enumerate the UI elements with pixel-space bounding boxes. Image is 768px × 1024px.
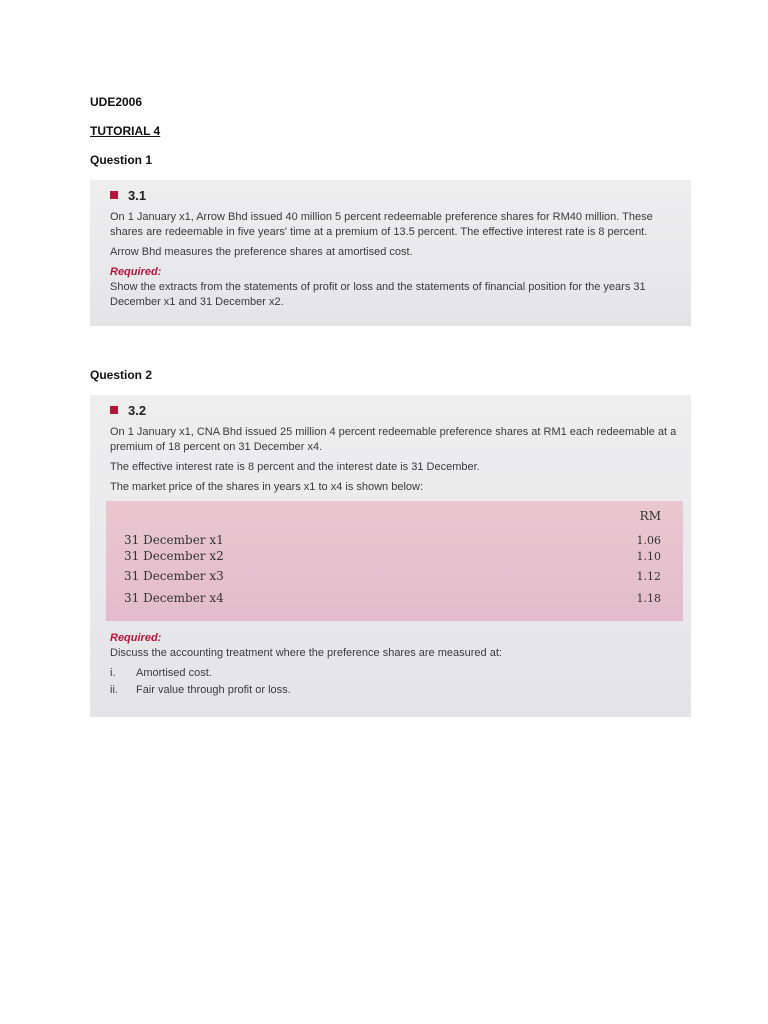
table-row — [124, 591, 661, 606]
question-text: The effective interest rate is 8 percent and the interest date is 31 December. — [110, 461, 480, 473]
course-code: UDE2006 — [90, 95, 143, 109]
question-text: On 1 January x1, Arrow Bhd issued 40 million 5 percent redeemable preference shares for RM40 million. These shares are redeemable in five years' time at a premium of 13.5 percent. The effective interest rate is 8 percent. — [110, 211, 653, 238]
list-item-number: ii. — [110, 684, 118, 696]
market-price-table — [106, 501, 683, 621]
list-item-number: i. — [110, 667, 116, 679]
question-text: Arrow Bhd measures the preference shares at amortised cost. — [110, 246, 413, 258]
required-text: Discuss the accounting treatment where the preference shares are measured at: — [110, 647, 502, 659]
question-number — [110, 401, 677, 419]
list-item — [110, 666, 677, 681]
list-item-text: Amortised cost. — [136, 667, 212, 679]
required-label: Required: — [110, 632, 162, 644]
square-bullet-icon — [110, 406, 118, 414]
question-number — [110, 186, 677, 204]
table-row — [124, 549, 661, 564]
table-date: 31 December x4 — [124, 591, 224, 605]
question-2-heading: Question 2 — [90, 368, 153, 382]
table-row — [124, 569, 661, 584]
question-1-image — [90, 180, 691, 326]
table-value: 1.18 — [636, 592, 661, 605]
question-text: On 1 January x1, CNA Bhd issued 25 million 4 percent redeemable preference shares at RM1 each redeemable at a premium of 18 percent on 31 December x4. — [110, 426, 677, 453]
required-label: Required: — [110, 266, 162, 278]
list-item — [110, 683, 677, 698]
table-value: 1.12 — [636, 570, 661, 583]
table-value: 1.06 — [636, 534, 661, 547]
question-text: The market price of the shares in years x1 to x4 is shown below: — [110, 481, 424, 493]
question-number-label: 3.1 — [128, 187, 147, 203]
table-date: 31 December x3 — [124, 569, 224, 583]
table-value: 1.10 — [636, 550, 661, 563]
table-unit-header: RM — [639, 509, 661, 523]
table-row — [124, 533, 661, 548]
question-number-label: 3.2 — [128, 402, 147, 418]
table-date: 31 December x1 — [124, 533, 224, 547]
list-item-text: Fair value through profit or loss. — [136, 684, 291, 696]
tutorial-title: TUTORIAL 4 — [90, 124, 161, 138]
question-2-image — [90, 395, 691, 717]
question-1-heading: Question 1 — [90, 153, 153, 167]
square-bullet-icon — [110, 191, 118, 199]
required-text: Show the extracts from the statements of profit or loss and the statements of financial position for the years 31 December x1 and 31 December x2. — [110, 281, 646, 308]
table-date: 31 December x2 — [124, 549, 224, 563]
